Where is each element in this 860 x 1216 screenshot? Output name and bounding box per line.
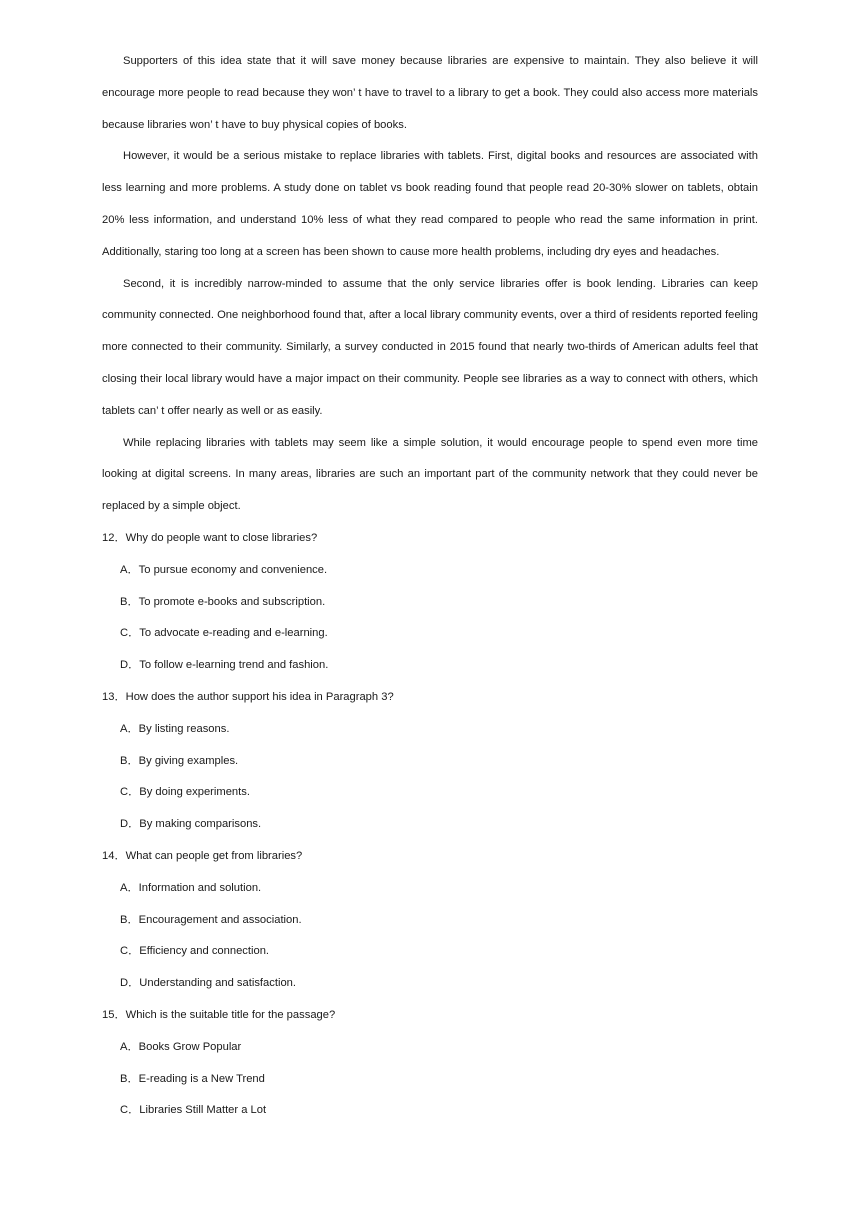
- answer-option: C．To advocate e-reading and e-learning.: [120, 627, 328, 640]
- passage-paragraph: While replacing libraries with tablets may seem like a simple solution, it would encourage people to spend even more time looking at digital screens. In many areas, libraries are such an important part of the community network that they could never be replaced by a simple object.: [102, 436, 758, 513]
- passage-paragraph: Second, it is incredibly narrow-minded to assume that the only service libraries offer is book lending. Libraries can keep community connected. One neighborhood found that, after a local library community events, over a third of residents reported feeling more connected to their community. Similarly, a survey conducted in 2015 found that nearly two-thirds of American adults feel that closing their local library would have a major impact on their community. People see libraries as a way to connect with others, which tablets can’ t offer nearly as well or as easily.: [102, 277, 758, 417]
- answer-option: A．To pursue economy and convenience.: [120, 563, 328, 576]
- answer-option: B．Encouragement and association.: [120, 913, 302, 926]
- question-13: [102, 682, 758, 841]
- answer-option: A．Books Grow Popular: [120, 1040, 242, 1053]
- answer-option: C．Efficiency and connection.: [120, 945, 270, 958]
- question-12: [102, 523, 758, 682]
- passage-paragraph: Supporters of this idea state that it will save money because libraries are expensive to maintain. They also believe it will encourage more people to read because they won’ t have to travel to a library to get a book. They could also access more materials because libraries won’ t have to buy physical copies of books.: [102, 55, 758, 131]
- question-15: [102, 1000, 758, 1127]
- answer-option: B．By giving examples.: [120, 754, 239, 767]
- question-stem: 15．Which is the suitable title for the passage?: [102, 1008, 336, 1021]
- question-stem: 14．What can people get from libraries?: [102, 849, 303, 862]
- answer-option: C．Libraries Still Matter a Lot: [120, 1104, 267, 1117]
- passage-paragraph: However, it would be a serious mistake to replace libraries with tablets. First, digital books and resources are associated with less learning and more problems. A study done on tablet vs book reading found that people read 20-30% slower on tablets, obtain 20% less information, and understand 10% less of what they read compared to people who read the same information in print. Additionally, staring too long at a screen has been shown to cause more health problems, including dry eyes and headaches.: [102, 150, 758, 258]
- answer-option: B．To promote e-books and subscription.: [120, 595, 326, 608]
- document-page: [102, 46, 758, 1127]
- answer-option: D．Understanding and satisfaction.: [120, 977, 296, 990]
- question-stem: 13．How does the author support his idea in Paragraph 3?: [102, 690, 394, 703]
- answer-option: A．By listing reasons.: [120, 722, 230, 735]
- answer-option: B．E-reading is a New Trend: [120, 1072, 265, 1085]
- answer-option: D．By making comparisons.: [120, 818, 262, 831]
- question-stem: 12．Why do people want to close libraries?: [102, 531, 318, 544]
- question-list: [102, 523, 758, 1127]
- answer-option: D．To follow e-learning trend and fashion.: [120, 659, 329, 672]
- question-14: [102, 841, 758, 1000]
- answer-option: C．By doing experiments.: [120, 786, 250, 799]
- reading-passage: [102, 46, 758, 523]
- answer-option: A．Information and solution.: [120, 881, 262, 894]
